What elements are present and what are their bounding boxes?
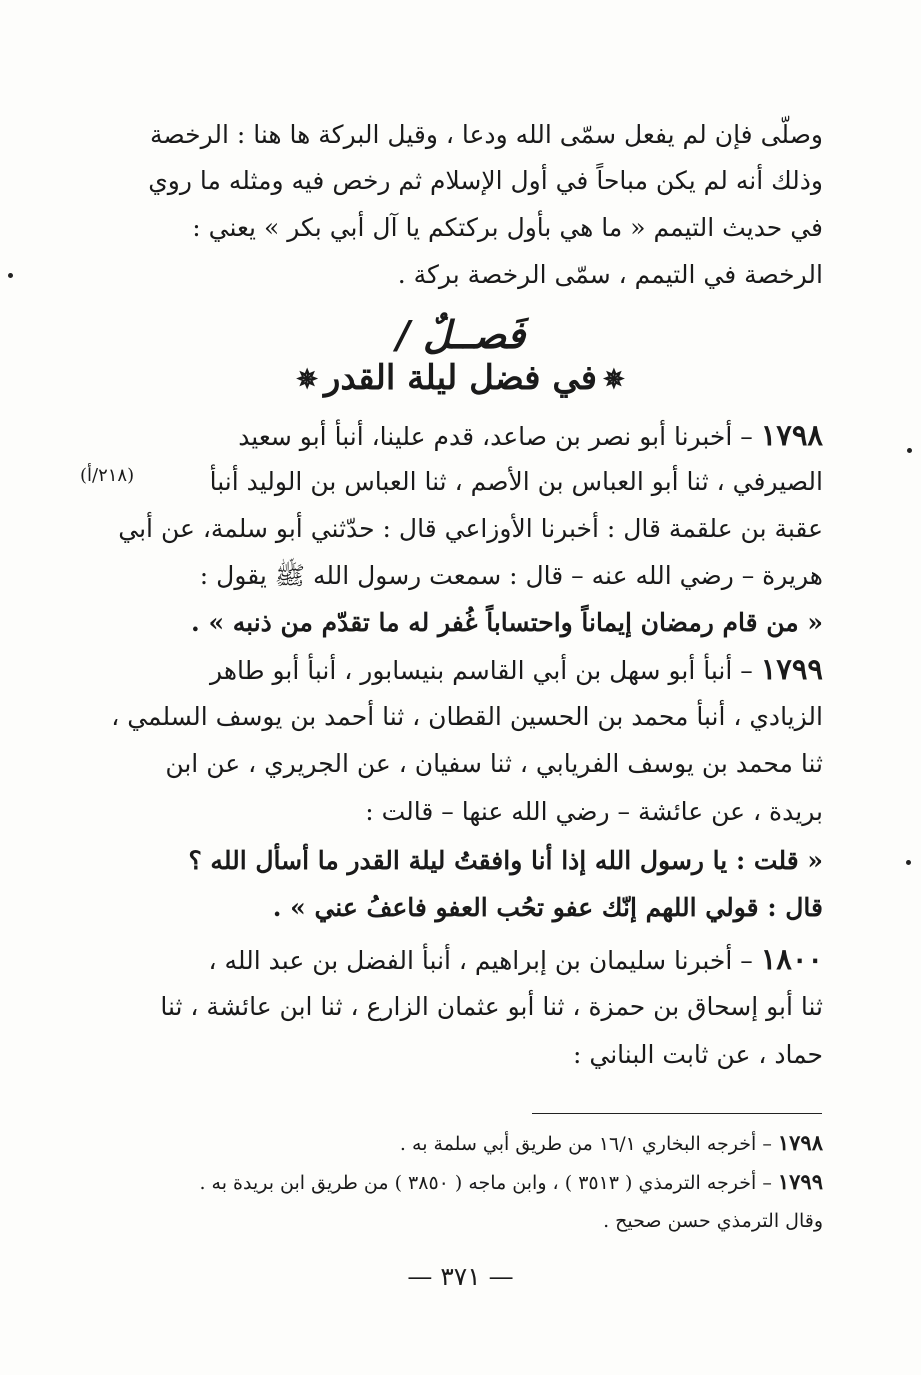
hadith-1800-line: حماد ، عن ثابت البناني : xyxy=(573,1040,823,1069)
hadith-1799-line: بريدة ، عن عائشة – رضي الله عنها – قالت : xyxy=(365,797,823,826)
footnote xyxy=(199,1170,823,1195)
hadith-1799-line: ثنا محمد بن يوسف الفريابي ، ثنا سفيان ، عن الجريري ، عن ابن xyxy=(165,749,823,778)
footnote xyxy=(400,1131,823,1156)
manuscript-folio-ref: (٢١٨/أ) xyxy=(80,465,135,486)
hadith-text: – أخبرنا أبو نصر بن صاعد، قدم علينا، أنبأ أبو سعيد xyxy=(238,422,761,451)
body-line: وذلك أنه لم يكن مباحاً في أول الإسلام ثم رخص فيه ومثله ما روي xyxy=(148,166,823,195)
scan-speck xyxy=(906,860,911,865)
footnote-number: ١٧٩٨ xyxy=(777,1130,823,1155)
section-label: فَصــلٌ / xyxy=(395,312,526,357)
footnote-separator xyxy=(532,1113,822,1114)
hadith-1799-line xyxy=(210,654,823,686)
hadith-text: – أخبرنا سليمان بن إبراهيم ، أنبأ الفضل بن عبد الله ، xyxy=(208,946,761,975)
scan-speck xyxy=(907,448,912,453)
hadith-1798-line xyxy=(238,420,823,452)
body-line: في حديث التيمم « ما هي بأول بركتكم يا آل أبي بكر » يعني : xyxy=(192,213,823,242)
body-line: وصلّى فإن لم يفعل سمّى الله ودعا ، وقيل البركة ها هنا : الرخصة xyxy=(150,120,823,149)
body-line: الرخصة في التيمم ، سمّى الرخصة بركة . xyxy=(397,260,823,289)
hadith-number: ١٧٩٩ xyxy=(760,652,823,686)
page-number: — ٣٧١ — xyxy=(407,1262,514,1291)
star-ornament-icon: ✵ xyxy=(602,365,625,395)
footnote-text: – أخرجه الترمذي ( ٣٥١٣ ) ، وابن ماجه ( ٣٨٥٠ ) من طريق ابن بريدة به . xyxy=(199,1172,778,1194)
hadith-1798-line: هريرة – رضي الله عنه – قال : سمعت رسول الله ﷺ يقول : xyxy=(199,561,823,590)
hadith-text: – أنبأ أبو سهل بن أبي القاسم بنيسابور ، أنبأ أبو طاهر xyxy=(210,656,761,685)
hadith-1798-line: الصيرفي ، ثنا أبو العباس بن الأصم ، ثنا العباس بن الوليد أنبأ xyxy=(209,467,823,496)
star-ornament-icon: ✵ xyxy=(296,365,319,395)
hadith-matn: قال : قولي اللهم إنّك عفو تحُب العفو فاعفُ عني » . xyxy=(272,893,823,922)
hadith-1800-line xyxy=(208,944,823,976)
hadith-number: ١٨٠٠ xyxy=(760,942,823,976)
footnote-text: – أخرجه البخاري ١٦/١ من طريق أبي سلمة به . xyxy=(399,1133,778,1155)
chapter-title: في فضل ليلة القدر xyxy=(324,358,597,398)
hadith-matn: « قلت : يا رسول الله إذا أنا وافقتُ ليلة القدر ما أسأل الله ؟ xyxy=(188,846,823,875)
scan-speck xyxy=(8,273,13,278)
hadith-matn: « من قام رمضان إيماناً واحتساباً غُفر له ما تقدّم من ذنبه » . xyxy=(191,608,823,637)
hadith-1798-line: عقبة بن علقمة قال : أخبرنا الأوزاعي قال : حدّثني أبو سلمة، عن أبي xyxy=(118,514,823,543)
hadith-1799-line: الزيادي ، أنبأ محمد بن الحسين القطان ، ثنا أحمد بن يوسف السلمي ، xyxy=(111,702,823,731)
hadith-number: ١٧٩٨ xyxy=(760,418,823,452)
footnote-text: وقال الترمذي حسن صحيح . xyxy=(603,1210,823,1232)
chapter-heading xyxy=(0,358,921,398)
footnote-number: ١٧٩٩ xyxy=(777,1169,823,1194)
hadith-1800-line: ثنا أبو إسحاق بن حمزة ، ثنا أبو عثمان الزارع ، ثنا ابن عائشة ، ثنا xyxy=(160,992,823,1021)
